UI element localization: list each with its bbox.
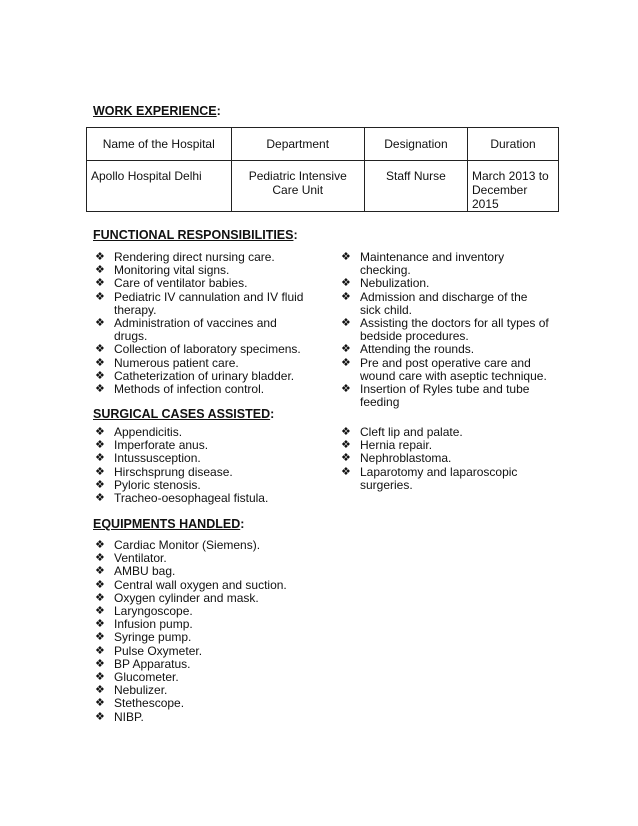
diamond-bullet-icon: ❖: [95, 552, 105, 565]
list-item-text: Intussusception.: [114, 451, 201, 466]
cell-designation: Staff Nurse: [364, 161, 467, 212]
diamond-bullet-icon: ❖: [95, 578, 105, 591]
diamond-bullet-icon: ❖: [341, 290, 351, 303]
diamond-bullet-icon: ❖: [95, 631, 105, 644]
list-item: [95, 317, 305, 343]
column-header-duration: Duration: [468, 128, 559, 161]
diamond-bullet-icon: ❖: [95, 343, 105, 356]
cell-duration: March 2013 to December 2015: [468, 161, 559, 212]
diamond-bullet-icon: ❖: [95, 478, 105, 491]
diamond-bullet-icon: ❖: [95, 277, 105, 290]
list-item-text: AMBU bag.: [114, 564, 176, 579]
diamond-bullet-icon: ❖: [95, 539, 105, 551]
work-experience-heading: WORK EXPERIENCE:: [93, 104, 221, 118]
diamond-bullet-icon: ❖: [95, 697, 105, 710]
list-item-text: Hernia repair.: [360, 438, 433, 453]
list-item-text: Infusion pump.: [114, 617, 193, 632]
diamond-bullet-icon: ❖: [95, 644, 105, 657]
surgical-right-list: [341, 426, 551, 492]
list-item-text: Glucometer.: [114, 670, 179, 685]
list-item-text: Monitoring vital signs.: [114, 263, 230, 278]
list-item: [341, 317, 551, 343]
list-item-text: Cleft lip and palate.: [360, 425, 463, 439]
list-item-text: Laryngoscope.: [114, 604, 193, 619]
diamond-bullet-icon: ❖: [95, 369, 105, 382]
list-item-text: Appendicitis.: [114, 425, 183, 439]
list-item-text: Catheterization of urinary bladder.: [114, 368, 295, 383]
diamond-bullet-icon: ❖: [341, 277, 351, 290]
diamond-bullet-icon: ❖: [95, 657, 105, 670]
list-item-text: Maintenance and inventory checking.: [360, 250, 505, 278]
diamond-bullet-icon: ❖: [95, 684, 105, 697]
list-item-text: Assisting the doctors for all types of bedside procedures.: [360, 316, 549, 344]
list-item: [341, 383, 551, 409]
diamond-bullet-icon: ❖: [95, 290, 105, 303]
list-item: [95, 291, 305, 317]
surgical-cases-heading: SURGICAL CASES ASSISTED:: [93, 407, 275, 421]
list-item: [95, 711, 355, 724]
diamond-bullet-icon: ❖: [95, 605, 105, 618]
list-item-text: Syringe pump.: [114, 630, 192, 645]
list-item-text: Administration of vaccines and drugs.: [114, 316, 277, 344]
table-header-row: [87, 128, 559, 161]
list-item-text: Pediatric IV cannulation and IV fluid therapy.: [114, 289, 304, 317]
list-item: [341, 357, 551, 383]
functional-left-list: [95, 251, 305, 396]
diamond-bullet-icon: ❖: [341, 426, 351, 438]
list-item-text: Attending the rounds.: [360, 342, 475, 357]
table-row: [87, 161, 559, 212]
diamond-bullet-icon: ❖: [95, 264, 105, 277]
list-item: [95, 492, 305, 505]
diamond-bullet-icon: ❖: [95, 439, 105, 452]
list-item-text: Nebulization.: [360, 276, 430, 291]
diamond-bullet-icon: ❖: [341, 356, 351, 369]
diamond-bullet-icon: ❖: [341, 439, 351, 452]
list-item-text: Stethescope.: [114, 696, 185, 711]
surgical-left-list: [95, 426, 305, 505]
cell-department: Pediatric Intensive Care Unit: [231, 161, 364, 212]
list-item: [341, 466, 551, 492]
list-item-text: Insertion of Ryles tube and tube feeding: [360, 382, 530, 410]
diamond-bullet-icon: ❖: [95, 618, 105, 631]
list-item-text: Pyloric stenosis.: [114, 477, 201, 492]
diamond-bullet-icon: ❖: [95, 383, 105, 396]
diamond-bullet-icon: ❖: [341, 343, 351, 356]
list-item: [341, 291, 551, 317]
column-header-hospital: Name of the Hospital: [87, 128, 232, 161]
list-item-text: Imperforate anus.: [114, 438, 209, 453]
diamond-bullet-icon: ❖: [95, 591, 105, 604]
list-item-text: NIBP.: [114, 709, 144, 724]
equipments-list: [95, 539, 355, 724]
column-header-department: Department: [231, 128, 364, 161]
list-item: [341, 251, 551, 277]
functional-responsibilities-heading: FUNCTIONAL RESPONSIBILITIES:: [93, 228, 298, 242]
diamond-bullet-icon: ❖: [95, 426, 105, 438]
list-item-text: Tracheo-oesophageal fistula.: [114, 491, 269, 506]
diamond-bullet-icon: ❖: [95, 565, 105, 578]
list-item: [95, 383, 305, 396]
list-item-text: Care of ventilator babies.: [114, 276, 248, 291]
list-item-text: Methods of infection control.: [114, 382, 265, 397]
diamond-bullet-icon: ❖: [95, 452, 105, 465]
work-experience-table: [86, 127, 559, 212]
list-item-text: Hirschsprung disease.: [114, 464, 233, 479]
diamond-bullet-icon: ❖: [95, 251, 105, 263]
functional-right-list: [341, 251, 551, 409]
list-item-text: Collection of laboratory specimens.: [114, 342, 301, 357]
diamond-bullet-icon: ❖: [95, 492, 105, 505]
list-item-text: Ventilator.: [114, 551, 167, 566]
column-header-designation: Designation: [364, 128, 467, 161]
list-item-text: Admission and discharge of the sick child.: [360, 289, 528, 317]
list-item-text: Pulse Oxymeter.: [114, 643, 203, 658]
diamond-bullet-icon: ❖: [95, 356, 105, 369]
diamond-bullet-icon: ❖: [341, 452, 351, 465]
cell-hospital: Apollo Hospital Delhi: [87, 161, 232, 212]
diamond-bullet-icon: ❖: [95, 317, 105, 330]
diamond-bullet-icon: ❖: [341, 465, 351, 478]
list-item-text: BP Apparatus.: [114, 656, 191, 671]
diamond-bullet-icon: ❖: [341, 251, 351, 263]
diamond-bullet-icon: ❖: [95, 465, 105, 478]
equipments-heading: EQUIPMENTS HANDLED:: [93, 517, 245, 531]
list-item-text: Oxygen cylinder and mask.: [114, 590, 259, 605]
diamond-bullet-icon: ❖: [95, 671, 105, 684]
diamond-bullet-icon: ❖: [95, 710, 105, 723]
list-item-text: Nebulizer.: [114, 683, 168, 698]
diamond-bullet-icon: ❖: [341, 383, 351, 396]
list-item-text: Numerous patient care.: [114, 355, 239, 370]
list-item-text: Rendering direct nursing care.: [114, 250, 275, 264]
list-item-text: Laparotomy and laparoscopic surgeries.: [360, 464, 518, 492]
list-item-text: Pre and post operative care and wound care with aseptic technique.: [360, 355, 547, 383]
list-item-text: Nephroblastoma.: [360, 451, 452, 466]
list-item-text: Cardiac Monitor (Siemens).: [114, 538, 261, 552]
diamond-bullet-icon: ❖: [341, 317, 351, 330]
list-item-text: Central wall oxygen and suction.: [114, 577, 287, 592]
